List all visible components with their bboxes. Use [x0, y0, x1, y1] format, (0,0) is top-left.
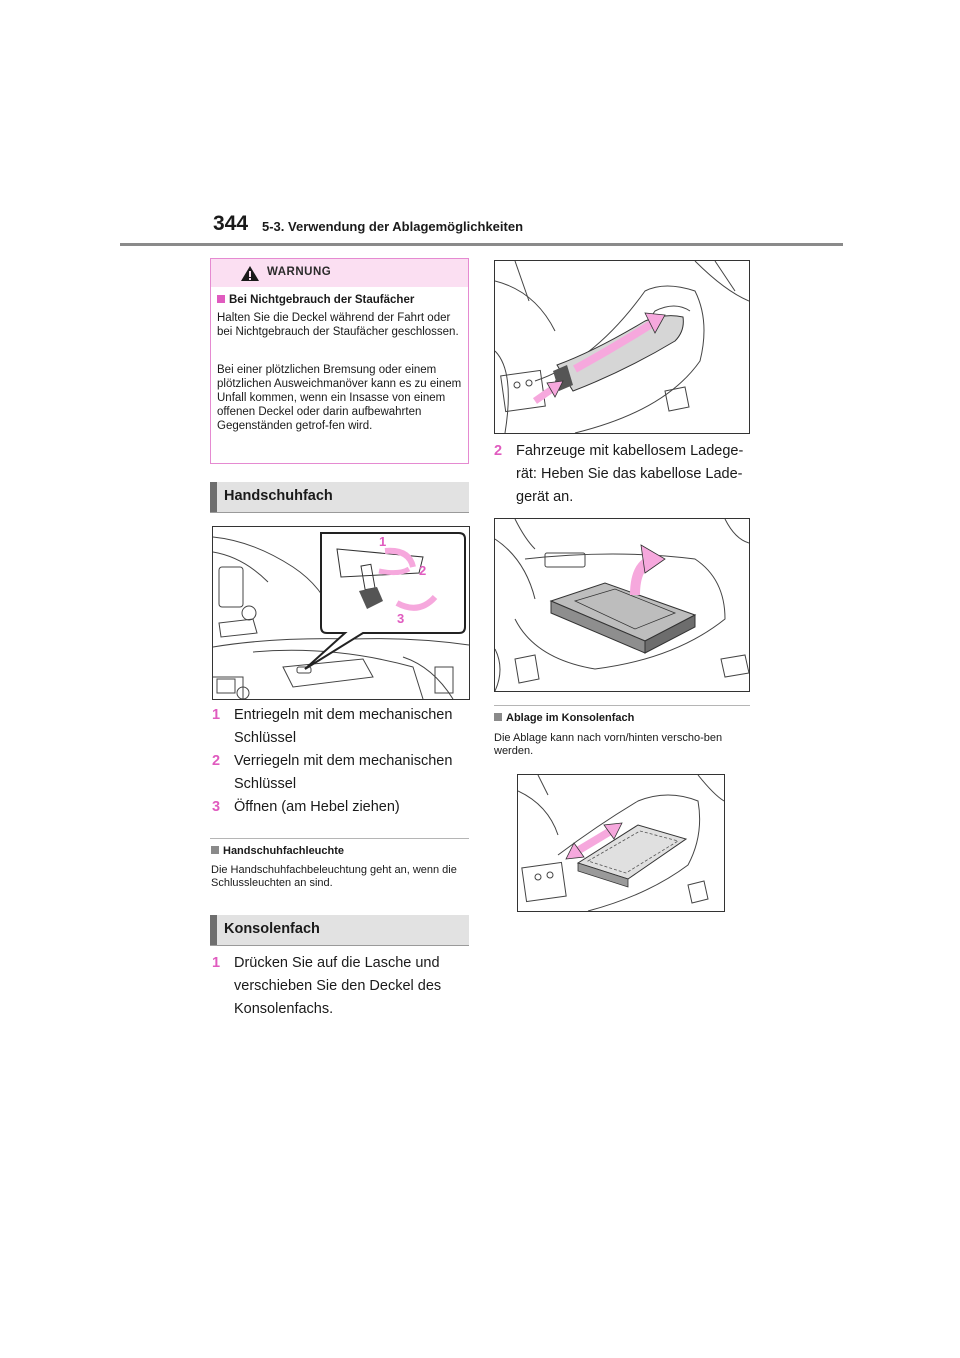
step-number: 2 [212, 753, 221, 769]
page-number: 344 [213, 212, 249, 235]
glovebox-step-3 [212, 796, 474, 819]
subsection-rule [210, 838, 469, 839]
console-lid-illustration [494, 260, 750, 434]
step-number: 2 [494, 443, 503, 459]
tray-text: Die Ablage kann nach vorn/hinten verscho-ben werden. [494, 732, 723, 757]
warning-paragraph-1: Halten Sie die Deckel während der Fahrt oder bei Nichtgebrauch der Staufächer geschlossen. [217, 312, 459, 338]
console-heading-text: Konsolenfach [224, 921, 320, 937]
step-number: 1 [212, 707, 221, 723]
console-tray-illustration [517, 774, 725, 912]
step-text: Fahrzeuge mit kabellosem Ladege-rät: Heben Sie das kabellose Lade-gerät an. [516, 443, 744, 505]
step-text: Entriegeln mit dem mechanischen Schlüssel [234, 707, 453, 746]
step-number: 3 [212, 799, 221, 815]
console-heading [210, 915, 469, 946]
glovebox-heading-text: Handschuhfach [224, 488, 333, 504]
glovebox-step-1 [212, 704, 474, 750]
warning-box [210, 258, 469, 464]
step-text: Drücken Sie auf die Lasche und verschieben Sie den Deckel des Konsolenfachs. [234, 955, 442, 1017]
callout-3: 3 [397, 611, 405, 626]
step-text: Verriegeln mit dem mechanischen Schlüssel [234, 753, 453, 792]
wireless-charger-illustration [494, 518, 750, 692]
step-number: 1 [212, 955, 221, 971]
glovebox-heading [210, 482, 469, 513]
glovebox-step-2 [212, 750, 474, 796]
glovebox-illustration [212, 526, 470, 700]
section-title: 5-3. Verwendung der Ablagemöglichkeiten [262, 219, 524, 234]
square-bullet-icon [494, 713, 502, 721]
header-rule [120, 243, 843, 246]
console-step-1 [212, 952, 474, 1021]
callout-1: 1 [379, 534, 387, 549]
warning-paragraph-2: Bei einer plötzlichen Bremsung oder einem plötzlichen Ausweichmanöver kann es zu einem Unfall kommen, wenn ein Insasse von einem offenen Deckel oder darin aufbewahrten Gegenständen getrof-fen wird. [217, 364, 462, 432]
warning-label: WARNUNG [267, 266, 332, 278]
subsection-rule [494, 705, 750, 706]
warning-header [211, 259, 468, 287]
square-bullet-icon [211, 846, 219, 854]
square-bullet-icon [217, 295, 225, 303]
warning-triangle-icon [240, 265, 260, 282]
glovebox-light-text: Die Handschuhfachbeleuchtung geht an, wenn die Schlussleuchten an sind. [211, 864, 457, 889]
glovebox-light-title: Handschuhfachleuchte [211, 845, 344, 857]
tray-title: Ablage im Konsolenfach [494, 712, 634, 724]
warning-subheading [217, 294, 414, 306]
step-text: Öffnen (am Hebel ziehen) [234, 799, 400, 815]
callout-2: 2 [419, 563, 427, 578]
warning-subheading-text: Bei Nichtgebrauch der Staufächer [229, 294, 415, 306]
console-step-2 [494, 440, 756, 509]
